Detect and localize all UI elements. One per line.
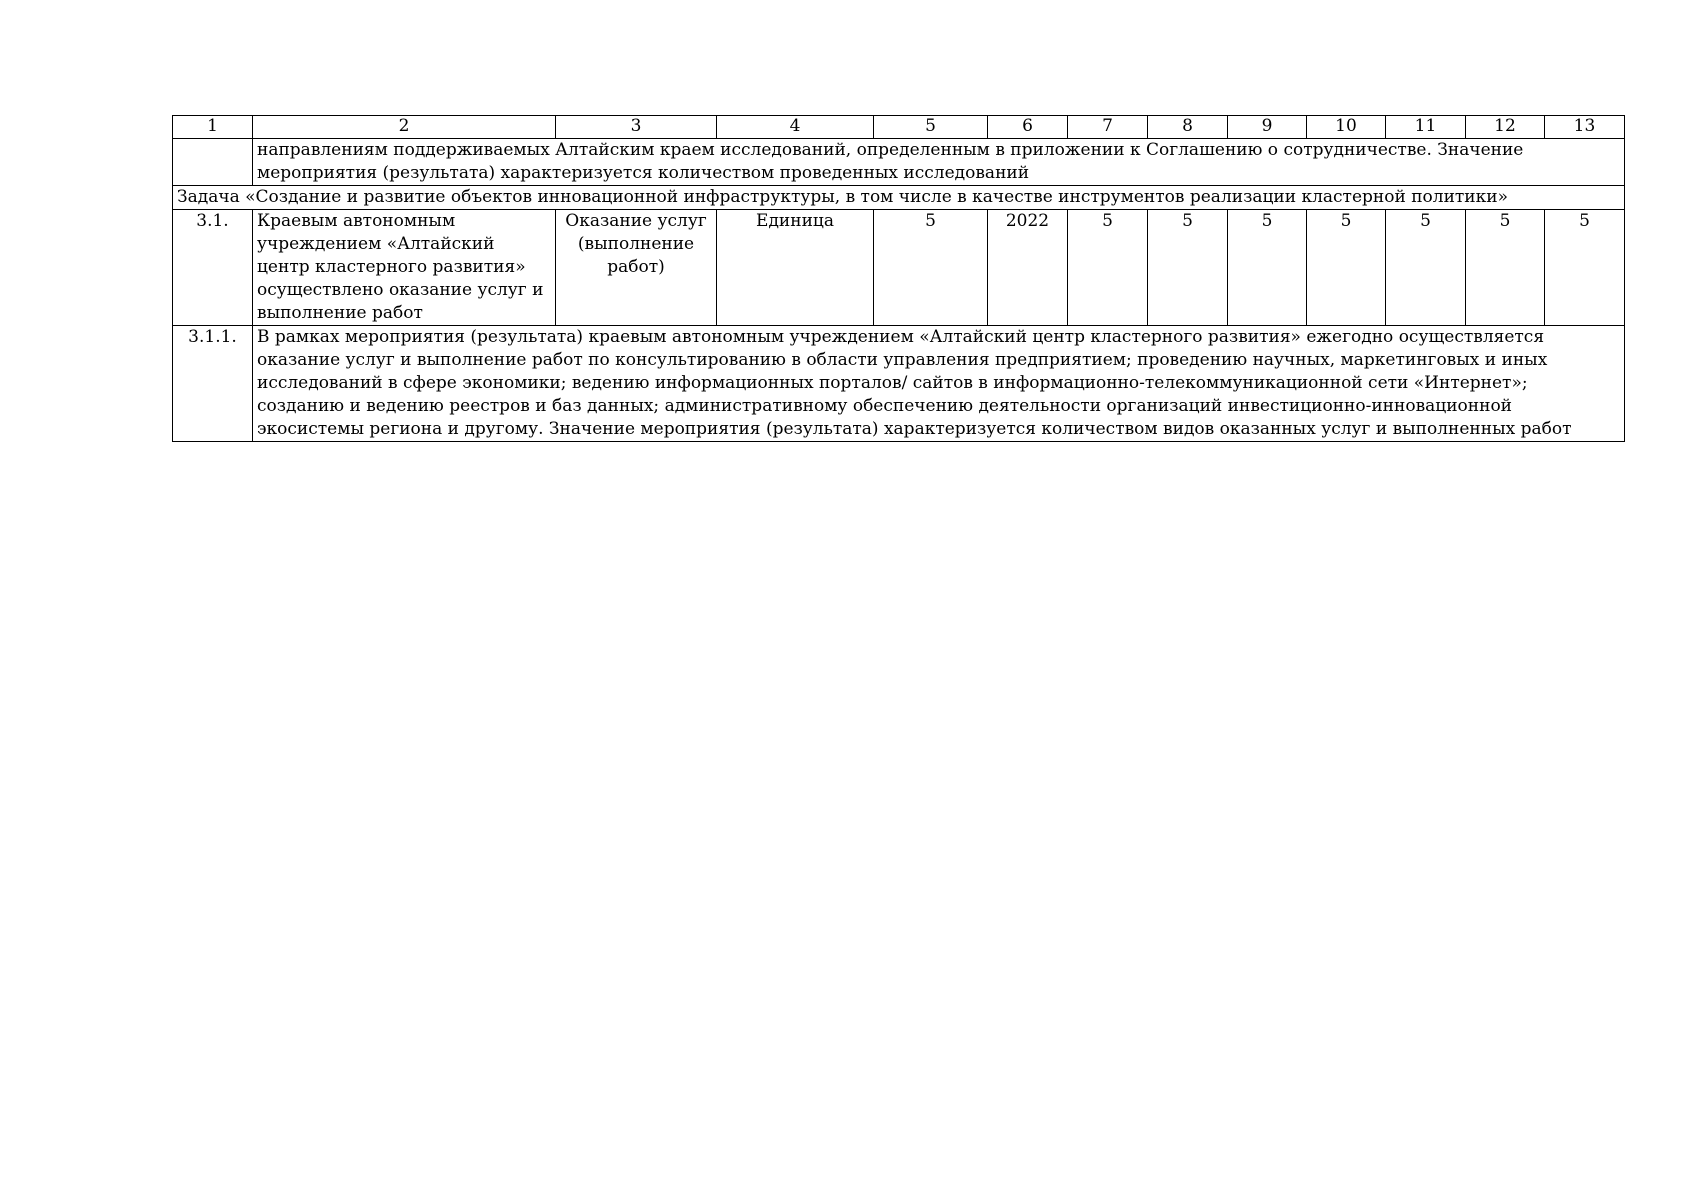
header-cell: 5 — [874, 116, 988, 139]
indicator-name: Краевым автономным учреждением «Алтайский центр кластерного развития» осуществлено оказание услуг и выполнение работ — [253, 210, 556, 326]
row-number: 3.1.1. — [173, 326, 253, 442]
value-cell: 5 — [1068, 210, 1148, 326]
value-cell: 5 — [1466, 210, 1545, 326]
value-cell: 5 — [1545, 210, 1625, 326]
task-row — [173, 186, 1625, 210]
unit-cell: Единица — [717, 210, 874, 326]
header-cell: 3 — [556, 116, 717, 139]
indicator-type: Оказание услуг (выполнение работ) — [556, 210, 717, 326]
continuation-text: направлениям поддерживаемых Алтайским краем исследований, определенным в приложении к Соглашению о сотрудничестве. Значение мероприятия (результата) характеризуется количеством проведенных исследований — [253, 139, 1625, 186]
table-header-row — [173, 116, 1625, 139]
header-cell: 7 — [1068, 116, 1148, 139]
empty-number-cell — [173, 139, 253, 186]
row-number: 3.1. — [173, 210, 253, 326]
header-cell: 12 — [1466, 116, 1545, 139]
header-cell: 13 — [1545, 116, 1625, 139]
table-row — [173, 326, 1625, 442]
base-value-cell: 5 — [874, 210, 988, 326]
header-cell: 4 — [717, 116, 874, 139]
indicators-table — [172, 115, 1625, 442]
header-cell: 11 — [1386, 116, 1466, 139]
measure-description: В рамках мероприятия (результата) краевым автономным учреждением «Алтайский центр кластерного развития» ежегодно осуществляется оказание услуг и выполнение работ по консультированию в области управления предприятием; проведению научных, маркетинговых и иных исследований в сфере экономики; ведению информационных порталов/ сайтов в информационно-телекоммуникационной сети «Интернет»; созданию и ведению реестров и баз данных; административному обеспечению деятельности организаций инвестиционно-инновационной экосистемы региона и другому. Значение мероприятия (результата) характеризуется количеством видов оказанных услуг и выполненных работ — [253, 326, 1625, 442]
header-cell: 1 — [173, 116, 253, 139]
header-cell: 2 — [253, 116, 556, 139]
value-cell: 5 — [1307, 210, 1386, 326]
base-year-cell: 2022 — [988, 210, 1068, 326]
header-cell: 10 — [1307, 116, 1386, 139]
header-cell: 8 — [1148, 116, 1228, 139]
continuation-row — [173, 139, 1625, 186]
task-heading: Задача «Создание и развитие объектов инновационной инфраструктуры, в том числе в качестве инструментов реализации кластерной политики» — [173, 186, 1625, 210]
value-cell: 5 — [1148, 210, 1228, 326]
header-cell: 6 — [988, 116, 1068, 139]
header-cell: 9 — [1228, 116, 1307, 139]
table-row — [173, 210, 1625, 326]
value-cell: 5 — [1386, 210, 1466, 326]
value-cell: 5 — [1228, 210, 1307, 326]
